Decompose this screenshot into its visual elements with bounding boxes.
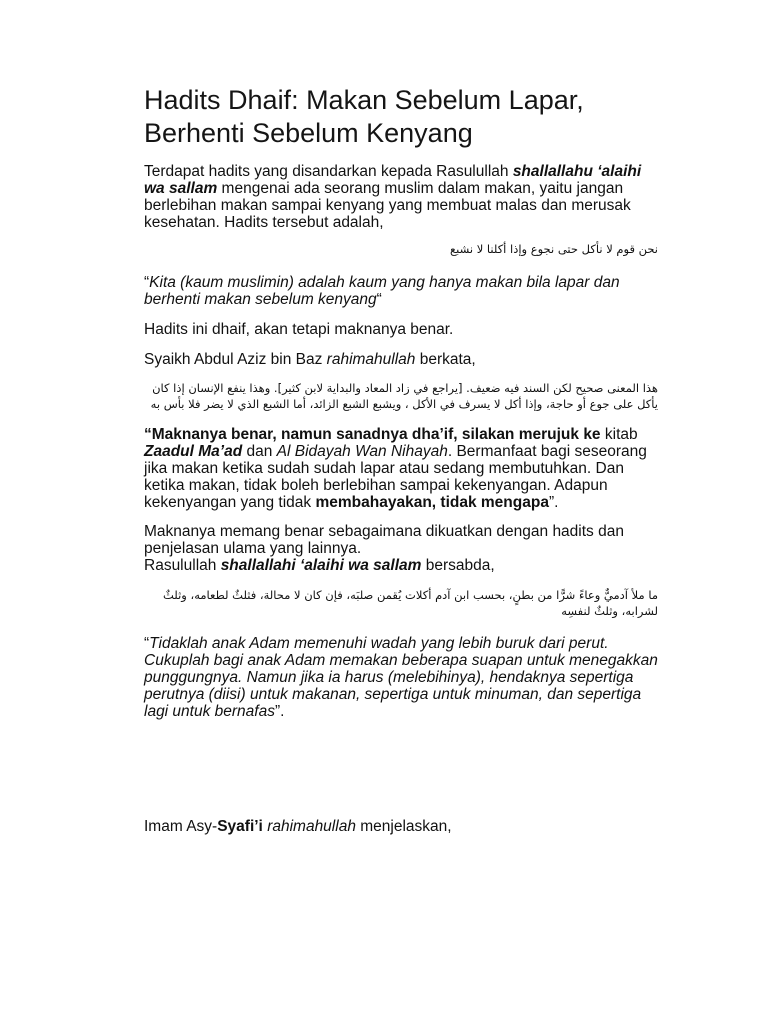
article-body bbox=[144, 84, 664, 835]
explanation-paragraph: Maknanya memang benar sebagaimana dikuatkan dengan hadits dan penjelasan ulama yang lainnya. Rasulullah shallallahi ‘alaihi wa sallam bersabda, bbox=[144, 523, 624, 574]
arabic-hadith-text: نحن قوم لا نأكل حتى نجوع وإذا أكلنا لا نشبع bbox=[450, 242, 658, 256]
imam-syafii-intro: Imam Asy-Syafi’i rahimahullah menjelaskan, bbox=[144, 818, 452, 835]
hadith-translation-quote-2: “Tidaklah anak Adam memenuhi wadah yang lebih buruk dari perut. Cukuplah bagi anak Adam memakan beberapa suapan untuk menegakkan punggungnya. Namun jika ia harus (melebihinya), hendaknya sepertiga perutnya (diisi) untuk makanan, sepertiga untuk minuman, dan sepertiga lagi untuk bernafas”. bbox=[144, 635, 658, 720]
scholar-quote-translation: “Maknanya benar, namun sanadnya dha’if, silakan merujuk ke kitab Zaadul Ma’ad dan Al Bidayah Wan Nihayah. Bermanfaat bagi seseorang jika makan ketika sudah sudah lapar atau sedang membutuhkan. Dan ketika makan, tidak boleh berlebihan sampai kekenyangan. Adapun kekenyangan yang tidak membahayakan, tidak mengapa”. bbox=[144, 426, 647, 511]
dhaif-statement: Hadits ini dhaif, akan tetapi maknanya benar. bbox=[144, 321, 454, 338]
article-title: Hadits Dhaif: Makan Sebelum Lapar, Berhenti Sebelum Kenyang bbox=[144, 85, 584, 148]
arabic-hadith-text-2: ما ملأ آدميٌّ وعاءً شرًّا من بطنٍ، بحسب ابن آدم أكلات يُقمن صلبَه، فإن كان لا محالة، فثلثٌ لطعامه، وثلثٌ لشرابه، وثلثٌ لنفسِه bbox=[162, 588, 658, 618]
arabic-scholar-quote: هذا المعنى صحيح لكن السند فيه ضعيف. [يراجع في زاد المعاد والبداية لابن كثير]. وهذا ينفع الإنسان إذا كان يأكل على جوع أو حاجة، وإذا أكل لا يسرف في الأكل ، ويشبع الشبع الزائد، أما الشبع الذي لا يضر فلا بأس به bbox=[150, 381, 658, 411]
hadith-translation-quote: “Kita (kaum muslimin) adalah kaum yang hanya makan bila lapar dan berhenti makan sebelum kenyang“ bbox=[144, 274, 620, 308]
intro-paragraph: Terdapat hadits yang disandarkan kepada Rasulullah shallallahu ‘alaihi wa sallam mengenai ada seorang muslim dalam makan, yaitu jangan berlebihan makan sampai kenyang yang membuat malas dan merusak kesehatan. Hadits tersebut adalah, bbox=[144, 163, 642, 231]
scholar-intro: Syaikh Abdul Aziz bin Baz rahimahullah berkata, bbox=[144, 351, 476, 368]
